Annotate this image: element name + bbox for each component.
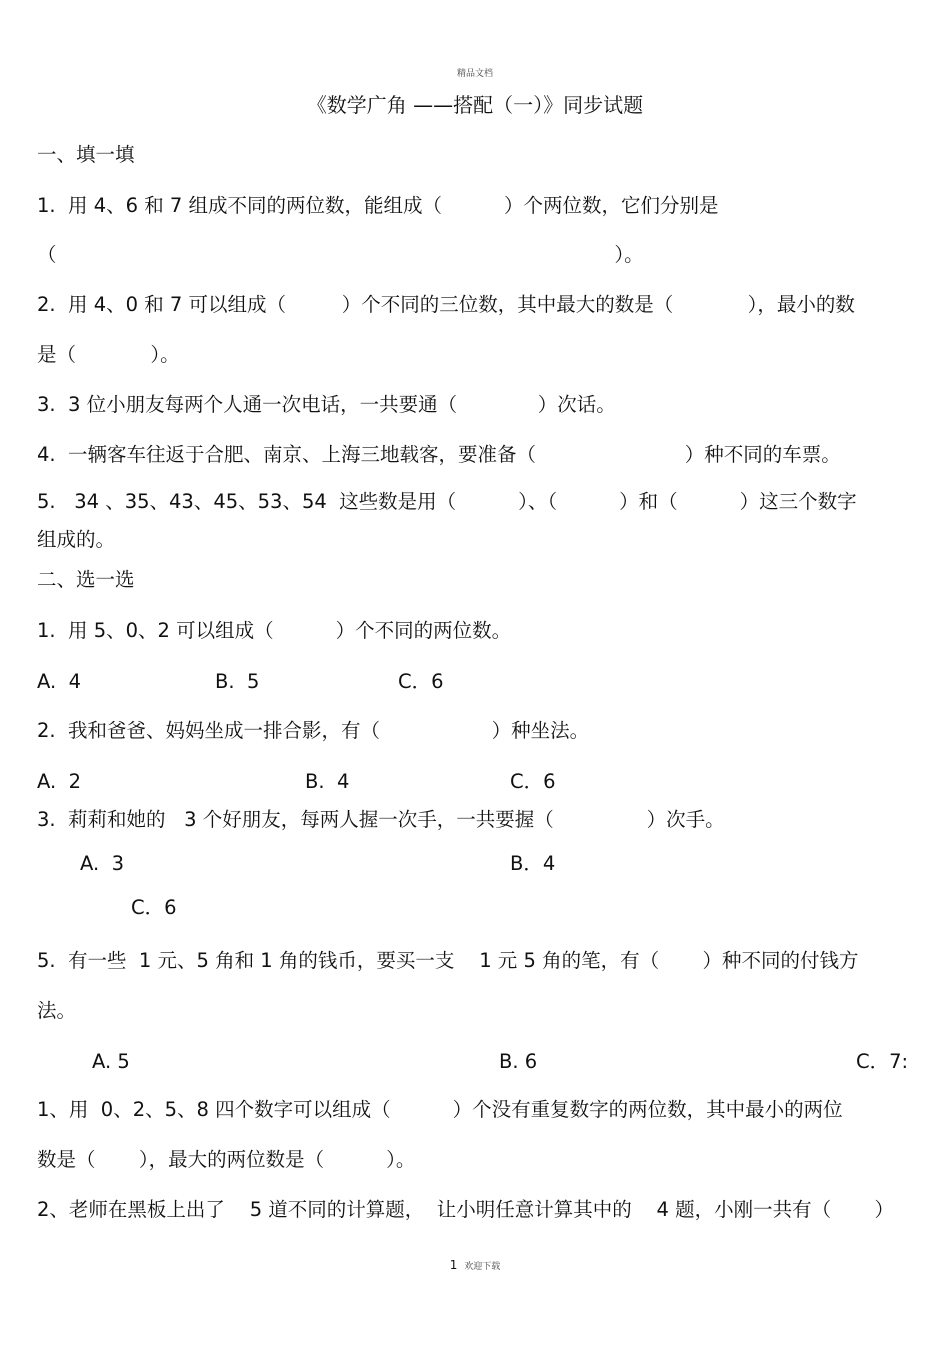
choice-q2-option-a: A. 2 xyxy=(37,770,81,793)
extra-question-2-line-1: 2、老师在黑板上出了 5 道不同的计算题， 让小明任意计算其中的 4 题，小刚一共有（ ） xyxy=(37,1198,894,1221)
choice-q1-option-c: C．6 xyxy=(398,670,444,693)
section-heading-fill: 一、填一填 xyxy=(37,143,135,166)
choice-q5-option-b: B. 6 xyxy=(499,1050,538,1073)
choice-q5-option-c: C．7: xyxy=(856,1050,909,1073)
extra-question-1-line-2: 数是（ ），最大的两位数是（ ）。 xyxy=(37,1148,416,1171)
fill-question-1-line-1: 1. 用 4、6 和 7 组成不同的两位数，能组成（ ）个两位数，它们分别是 xyxy=(37,194,719,217)
choice-q2-option-c: C．6 xyxy=(510,770,556,793)
page-title: 《数学广角 ——搭配（一）》同步试题 xyxy=(306,93,644,117)
choice-q3-option-a: A. 3 xyxy=(80,852,124,875)
section-heading-choose: 二、选一选 xyxy=(37,568,135,591)
choice-q1-option-a: A. 4 xyxy=(37,670,81,693)
choice-question-3: 3. 莉莉和她的 3 个好朋友，每两人握一次手，一共要握（ ）次手。 xyxy=(37,808,725,831)
fill-question-3: 3. 3 位小朋友每两个人通一次电话，一共要通（ ）次话。 xyxy=(37,393,616,416)
page-header: 精品文档 xyxy=(456,69,493,79)
fill-question-2-line-1: 2. 用 4、0 和 7 可以组成（ ）个不同的三位数，其中最大的数是（ ），最小的数 xyxy=(37,293,855,316)
choice-q5-option-a: A. 5 xyxy=(92,1050,130,1073)
fill-question-5-line-2: 组成的。 xyxy=(37,528,116,551)
fill-question-4: 4. 一辆客车往返于合肥、南京、上海三地载客，要准备（ ）种不同的车票。 xyxy=(37,443,841,466)
footer-text: 欢迎下载 xyxy=(464,1262,501,1272)
choice-question-2: 2. 我和爸爸、妈妈坐成一排合影，有（ ）种坐法。 xyxy=(37,719,590,742)
extra-question-1-line-1: 1、用 0、2、5、8 四个数字可以组成（ ）个没有重复数字的两位数，其中最小的两位 xyxy=(37,1098,843,1121)
fill-question-5-line-1: 5. 34 、35、43、45、53、54 这些数是用（ ）、（ ）和（ ）这三个数字 xyxy=(37,490,857,513)
page-footer xyxy=(0,1258,950,1272)
choice-question-5-line-2: 法。 xyxy=(37,999,77,1022)
choice-q2-option-b: B. 4 xyxy=(305,770,350,793)
choice-q1-option-b: B. 5 xyxy=(215,670,260,693)
choice-q3-option-c: C．6 xyxy=(131,896,177,919)
choice-q3-option-b: B．4 xyxy=(510,852,556,875)
choice-question-5-line-1: 5. 有一些 1 元、5 角和 1 角的钱币，要买一支 1 元 5 角的笔，有（ ）种不同的付钱方 xyxy=(37,949,859,972)
choice-question-1: 1. 用 5、0、2 可以组成（ ）个不同的两位数。 xyxy=(37,619,512,642)
fill-question-1-line-2: （ ）。 xyxy=(37,243,644,266)
fill-question-2-line-2: 是（ ）。 xyxy=(37,343,180,366)
page-number: 1 xyxy=(449,1258,458,1272)
